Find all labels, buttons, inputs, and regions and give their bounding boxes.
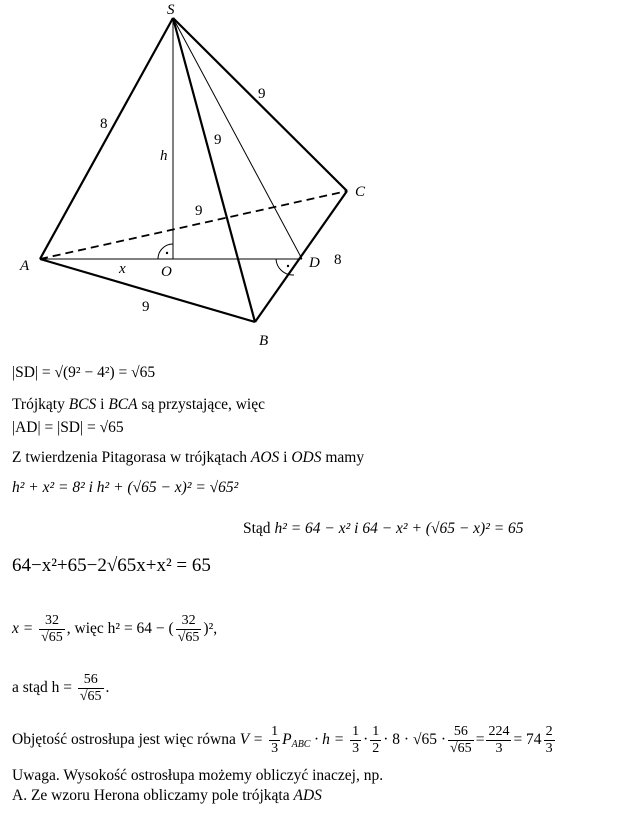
fraction-num: 56 xyxy=(448,724,474,741)
fraction-den: 3 xyxy=(271,741,279,756)
triangle-aos: AOS xyxy=(250,449,280,466)
triangle-bcs: BCS xyxy=(68,396,97,413)
fraction-num: 224 xyxy=(488,724,510,739)
eq-part: = xyxy=(475,731,485,749)
vertex-B-label: B xyxy=(259,333,269,349)
eq-expanded: 64−x²+65−2√65x+x² = 65 xyxy=(12,555,211,576)
text-part: są przystające, więc xyxy=(137,396,265,413)
vertex-A-label: A xyxy=(20,258,30,274)
text-part: i xyxy=(279,449,292,466)
vertex-C-label: C xyxy=(355,184,366,200)
fraction xyxy=(350,724,361,757)
fraction-den: 3 xyxy=(495,741,503,756)
eq-part: . xyxy=(105,679,110,697)
vertex-O-label: O xyxy=(161,264,172,280)
triangle-bca: BCA xyxy=(108,396,138,413)
eq-ad-sd: |AD| = |SD| = √65 xyxy=(12,419,124,436)
segment-x-label: x xyxy=(119,261,126,277)
pyramid-figure xyxy=(0,0,630,360)
fraction xyxy=(78,672,104,705)
right-angle-O-dot xyxy=(166,252,168,254)
edge-SD-label: 9 xyxy=(195,203,203,219)
fraction xyxy=(176,613,202,646)
eq-part: V = xyxy=(239,731,268,749)
fraction-den: 3 xyxy=(545,741,553,756)
eq-x-value xyxy=(12,613,217,646)
edge-AB-label: 9 xyxy=(142,299,150,315)
fraction-num: 2 xyxy=(545,724,553,739)
vertex-S-label: S xyxy=(167,2,175,18)
text-heron xyxy=(12,786,322,806)
fraction-den: √65 xyxy=(450,741,472,756)
fraction-num: 1 xyxy=(352,724,360,739)
eq-part: x = xyxy=(12,620,38,638)
segment-SD xyxy=(173,18,302,259)
edge-SA xyxy=(40,18,173,259)
eq-part: = 74 xyxy=(513,731,542,749)
fraction-num: 56 xyxy=(78,672,104,689)
eq-volume: Objętość ostrosłupa jest więc równa V = $\frac{1}{3}$ $P_{ABC} \cdot h$ = $\frac{1}{3}$ · $\frac{1}{2}$ · 8 · √65 · $\frac{56}{√65}$ = $\frac{224}{3}$ = 74 $\frac{2}{3}$ xyxy=(12,724,553,756)
eq-sd-length: |SD| = √(9² − 4²) = √65 xyxy=(12,364,156,381)
vertex-D-label: D xyxy=(309,255,320,271)
edge-SB-label: 9 xyxy=(214,132,222,148)
edge-SA-label: 8 xyxy=(100,116,108,132)
eq-part: a stąd h = xyxy=(12,679,76,697)
eq-part: P xyxy=(282,731,292,749)
right-angle-D-dot xyxy=(287,265,289,267)
text-note: Uwaga. Wysokość ostrosłupa możemy obliczyć inaczej, np. xyxy=(12,767,384,784)
fraction-den: 3 xyxy=(352,741,360,756)
fraction-den: √65 xyxy=(177,630,200,645)
subscript: ABC xyxy=(291,739,311,751)
fraction xyxy=(370,724,381,757)
fraction-den: 2 xyxy=(372,741,380,756)
fraction-num: 32 xyxy=(176,613,202,630)
text-part: Objętość ostrosłupa jest więc równa xyxy=(12,731,240,749)
fraction-num: 32 xyxy=(39,613,65,630)
edge-SC xyxy=(173,18,347,191)
eq-part: · 8 · √65 · xyxy=(383,731,446,749)
text-part: Z twierdzenia Pitagorasa w trójkątach xyxy=(12,449,251,466)
eq-pythagoras-system: h² + x² = 8² i h² + (√65 − x)² = √65² xyxy=(12,479,239,496)
edge-AC-dashed xyxy=(40,191,347,259)
text-triangles-congruent xyxy=(12,395,265,415)
edge-DC-label: 8 xyxy=(334,252,342,268)
fraction xyxy=(269,724,280,757)
eq-hence xyxy=(243,519,524,539)
triangle-ads: ADS xyxy=(293,787,322,804)
eq-h-value xyxy=(12,672,109,705)
eq-part: )², xyxy=(203,620,218,638)
eq-part: h² = 64 − x² i 64 − x² + (√65 − x)² = 65 xyxy=(274,520,524,537)
text-part: A. Ze wzoru Herona obliczamy pole trójkąta xyxy=(12,787,294,804)
fraction xyxy=(448,724,474,757)
edge-SC-label: 9 xyxy=(258,86,266,102)
fraction-den: √65 xyxy=(41,630,63,645)
fraction-num: 1 xyxy=(372,724,380,739)
fraction-den: √65 xyxy=(79,689,102,704)
text-pythagoras xyxy=(12,448,364,468)
text-part: i xyxy=(96,396,109,413)
triangle-ods: ODS xyxy=(291,449,322,466)
fraction-num: 1 xyxy=(271,724,279,739)
fraction xyxy=(544,724,555,757)
text-part: mamy xyxy=(321,449,365,466)
right-angle-O xyxy=(158,244,173,259)
edge-SB xyxy=(173,18,255,322)
text-part: Trójkąty xyxy=(12,396,69,413)
right-angle-D xyxy=(276,259,294,275)
fraction xyxy=(39,613,65,646)
height-h-label: h xyxy=(160,148,168,164)
eq-part: , więc h² = 64 − ( xyxy=(66,620,174,638)
fraction xyxy=(486,724,511,757)
eq-part: · h = xyxy=(310,731,349,749)
text-part: Stąd xyxy=(243,520,275,537)
